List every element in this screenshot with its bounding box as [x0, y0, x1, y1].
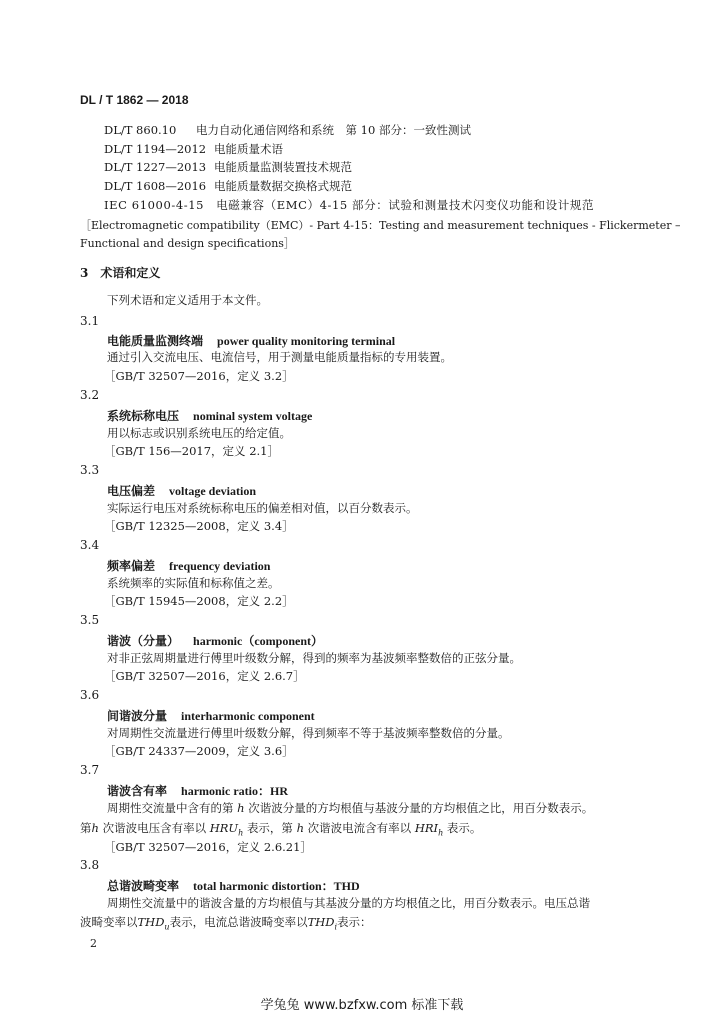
- term-zh: 系统标称电压: [107, 409, 180, 423]
- definition-text: 表示，第: [246, 821, 293, 835]
- term-definition: 对周期性交流量进行傅里叶级数分解，得到频率不等于基波频率整数倍的分量。: [107, 726, 510, 740]
- term-en: harmonic ratio：HR: [181, 784, 289, 798]
- term-heading: [107, 482, 256, 499]
- reference-title: 电能质量数据交换格式规范: [214, 179, 352, 193]
- reference-item: [104, 141, 283, 157]
- term-number: 3.8: [80, 858, 100, 872]
- reference-item: [104, 178, 352, 194]
- symbol-name: HRU: [209, 821, 239, 835]
- term-number: 3.2: [80, 388, 100, 402]
- definition-text: 周期性交流量中含有的第: [107, 801, 234, 815]
- term-zh: 总谐波畸变率: [107, 879, 180, 893]
- term-definition: [107, 800, 593, 816]
- definition-symbol: [414, 821, 444, 838]
- term-zh: 电能质量监测终端: [107, 334, 204, 348]
- reference-title: 电力自动化通信网络和系统 第 10 部分：一致性测试: [196, 123, 471, 137]
- symbol-subscript: h: [438, 828, 444, 838]
- term-number: 3.5: [80, 613, 100, 627]
- definition-text: 次谐波电压含有率以: [102, 821, 207, 835]
- term-source: ［GB/T 32507—2016，定义 3.2］: [104, 369, 294, 383]
- symbol-name: HRI: [414, 821, 439, 835]
- term-number: 3.3: [80, 463, 100, 477]
- symbol-name: THD: [307, 915, 335, 929]
- iec-reference-line3: Functional and design specifications］: [80, 237, 295, 250]
- reference-code: DL/T 1608—2016: [104, 179, 207, 193]
- term-heading: [107, 407, 312, 424]
- reference-title: 电能质量监测装置技术规范: [214, 160, 352, 174]
- term-heading: [107, 782, 288, 799]
- iec-reference-line2: ［Electromagnetic compatibility（EMC）- Part 4-15：Testing and measurement techniques - Flickermeter –: [80, 219, 681, 232]
- section-title: 3 术语和定义: [80, 266, 161, 280]
- term-heading: [107, 557, 270, 574]
- definition-text: 第: [80, 821, 92, 835]
- term-source: ［GB/T 15945—2008，定义 2.2］: [104, 594, 294, 608]
- term-en: harmonic（component）: [193, 634, 324, 648]
- term-en: voltage deviation: [169, 484, 257, 498]
- term-number: 3.4: [80, 538, 100, 552]
- term-en: total harmonic distortion：THD: [193, 879, 360, 893]
- reference-code: DL/T 1194—2012: [104, 142, 207, 156]
- term-en: power quality monitoring terminal: [217, 334, 396, 348]
- reference-item: [104, 159, 352, 175]
- term-heading: [107, 707, 315, 724]
- standard-code-header: DL / T 1862 — 2018: [80, 93, 189, 107]
- term-en: nominal system voltage: [193, 409, 313, 423]
- page-number: 2: [90, 937, 97, 950]
- section-intro: 下列术语和定义适用于本文件。: [107, 293, 268, 307]
- footer-watermark[interactable]: 学兔兔 www.bzfxw.com 标准下载: [260, 998, 464, 1013]
- term-definition: 用以标志或识别系统电压的给定值。: [107, 426, 291, 440]
- term-number: 3.7: [80, 763, 100, 777]
- symbol-subscript: i: [334, 922, 338, 932]
- definition-symbol: [137, 915, 170, 932]
- term-number: 3.1: [80, 314, 100, 328]
- term-definition: 周期性交流量中的谐波含量的方均根值与其基波分量的方均根值之比，用百分数表示。电压总谐: [107, 896, 590, 910]
- term-definition: 对非正弦周期量进行傅里叶级数分解，得到的频率为基波频率整数倍的正弦分量。: [107, 651, 521, 665]
- reference-code: DL/T 860.10: [104, 123, 177, 137]
- reference-code: DL/T 1227—2013: [104, 160, 207, 174]
- term-heading: [107, 332, 395, 349]
- term-source: ［GB/T 32507—2016，定义 2.6.7］: [104, 669, 305, 683]
- definition-text: 表示，电流总谐波畸变率以: [169, 915, 308, 929]
- term-definition-line2: [80, 820, 481, 837]
- term-heading: [107, 877, 360, 894]
- term-en: interharmonic component: [181, 709, 315, 723]
- definition-text: 表示：: [337, 915, 372, 929]
- definition-symbol: [209, 821, 244, 838]
- term-definition-line2: [80, 914, 372, 931]
- reference-item: [104, 122, 471, 138]
- definition-text: 次谐波电流含有率以: [307, 821, 412, 835]
- term-en: frequency deviation: [169, 559, 271, 573]
- reference-title: 电能质量术语: [214, 142, 283, 156]
- definition-text: 表示。: [446, 821, 482, 835]
- definition-symbol: h: [237, 801, 245, 815]
- definition-text: 波畸变率以: [80, 915, 138, 929]
- definition-symbol: h: [91, 821, 99, 835]
- term-zh: 谐波（分量）: [107, 634, 180, 648]
- term-source: ［GB/T 12325—2008，定义 3.4］: [104, 519, 294, 533]
- term-zh: 间谐波分量: [107, 709, 168, 723]
- term-zh: 谐波含有率: [107, 784, 168, 798]
- iec-reference-line1: IEC 61000-4-15 电磁兼容（EMC）4-15 部分：试验和测量技术闪变仪功能和设计规范: [104, 198, 595, 212]
- term-source: ［GB/T 156—2017，定义 2.1］: [104, 444, 279, 458]
- term-heading: [107, 632, 323, 649]
- term-definition: 系统频率的实际值和标称值之差。: [107, 576, 280, 590]
- symbol-subscript: h: [238, 828, 244, 838]
- term-source: ［GB/T 32507—2016，定义 2.6.21］: [104, 840, 312, 854]
- definition-text: 次谐波分量的方均根值与基波分量的方均根值之比，用百分数表示。: [248, 801, 594, 815]
- definition-symbol: [307, 915, 338, 932]
- term-zh: 频率偏差: [107, 559, 156, 573]
- term-source: ［GB/T 24337—2009，定义 3.6］: [104, 744, 294, 758]
- term-definition: 通过引入交流电压、电流信号，用于测量电能质量指标的专用装置。: [107, 350, 452, 364]
- term-number: 3.6: [80, 688, 100, 702]
- term-definition: 实际运行电压对系统标称电压的偏差相对值，以百分数表示。: [107, 501, 418, 515]
- definition-symbol: h: [296, 821, 305, 835]
- symbol-name: THD: [137, 915, 165, 929]
- term-zh: 电压偏差: [107, 484, 156, 498]
- symbol-subscript: u: [164, 922, 170, 932]
